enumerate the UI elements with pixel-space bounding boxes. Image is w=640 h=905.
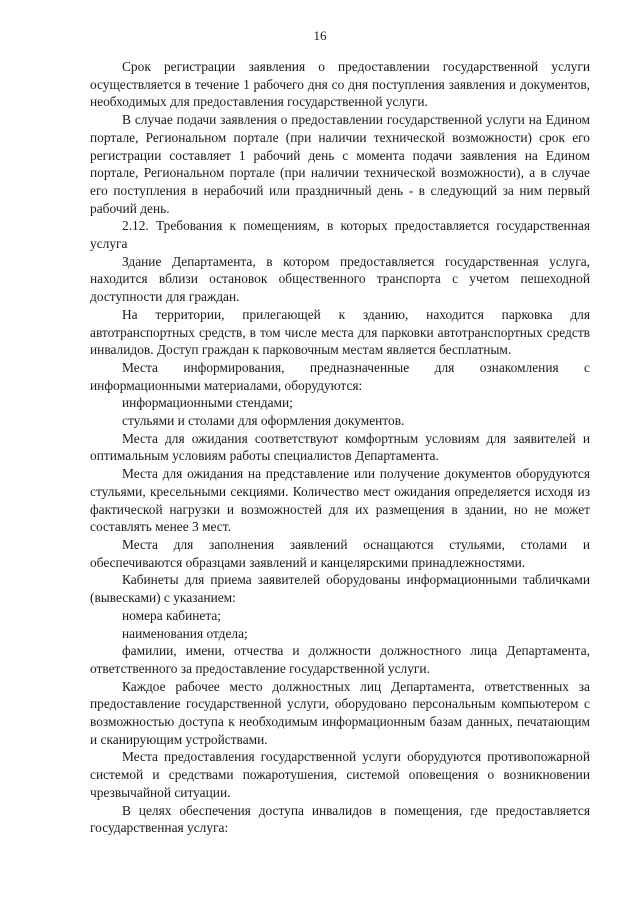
list-item: стульями и столами для оформления документов. — [122, 413, 405, 429]
page-number: 16 — [313, 28, 327, 43]
section-heading: 2.12. Требования к помещениям, в которых предоставляется государственная услуга — [90, 218, 590, 252]
list-item: наименования отдела; — [122, 625, 248, 641]
paragraph: Здание Департамента, в котором предоставляется государственная услуга, находится вблизи остановок общественного транспорта с учетом пешеходной доступности для граждан. — [90, 253, 590, 305]
paragraph: Места для ожидания на представление или получение документов оборудуются стульями, кресельными секциями. Количество мест ожидания определяется исходя из фактической нагрузки и возможностей для их размещения в здании, но не может составлять менее 3 мест. — [90, 466, 590, 535]
paragraph: Места для заполнения заявлений оснащаются стульями, столами и обеспечиваются образцами заявлений и канцелярскими принадлежностями. — [90, 536, 590, 570]
paragraph: Каждое рабочее место должностных лиц Департамента, ответственных за предоставление государственной услуги, оборудовано персональным компьютером с возможностью доступа к необходимым информационным базам данных, печатающим и сканирующим устройствами. — [90, 678, 590, 747]
paragraph: На территории, прилегающей к зданию, находится парковка для автотранспортных средств, в том числе места для парковки автотранспортных средств инвалидов. Доступ граждан к парковочным местам является бесплатным. — [90, 306, 590, 358]
paragraph: Срок регистрации заявления о предоставлении государственной услуги осуществляется в течение 1 рабочего дня со дня поступления заявления и документов, необходимых для предоставления государственной услуги. — [90, 59, 590, 110]
paragraph: В целях обеспечения доступа инвалидов в помещения, где предоставляется государственная услуга: — [90, 802, 590, 836]
paragraph: Места для ожидания соответствуют комфортным условиям для заявителей и оптимальным условиям работы специалистов Департамента. — [90, 430, 590, 464]
paragraph: Места информирования, предназначенные для ознакомления с информационными материалами, оборудуются: — [90, 359, 590, 393]
paragraph: В случае подачи заявления о предоставлении государственной услуги на Едином портале, Региональном портале (при наличии технической возможности) срок его регистрации составляет 1 рабочий день с момента подачи заявления на Едином портале, Региональном портале (при наличии технической возможности), а в случае его поступления в нерабочий или праздничный день - в следующий за ним первый рабочий день. — [90, 112, 590, 216]
document-body — [90, 58, 590, 837]
paragraph: Кабинеты для приема заявителей оборудованы информационными табличками (вывесками) с указанием: — [90, 572, 590, 606]
list-item: информационными стендами; — [122, 395, 293, 411]
paragraph: Места предоставления государственной услуги оборудуются противопожарной системой и средствами пожаротушения, системой оповещения о возникновении чрезвычайной ситуации. — [90, 749, 590, 800]
paragraph: фамилии, имени, отчества и должности должностного лица Департамента, ответственного за предоставление государственной услуги. — [90, 643, 590, 676]
list-item: номера кабинета; — [122, 607, 222, 623]
